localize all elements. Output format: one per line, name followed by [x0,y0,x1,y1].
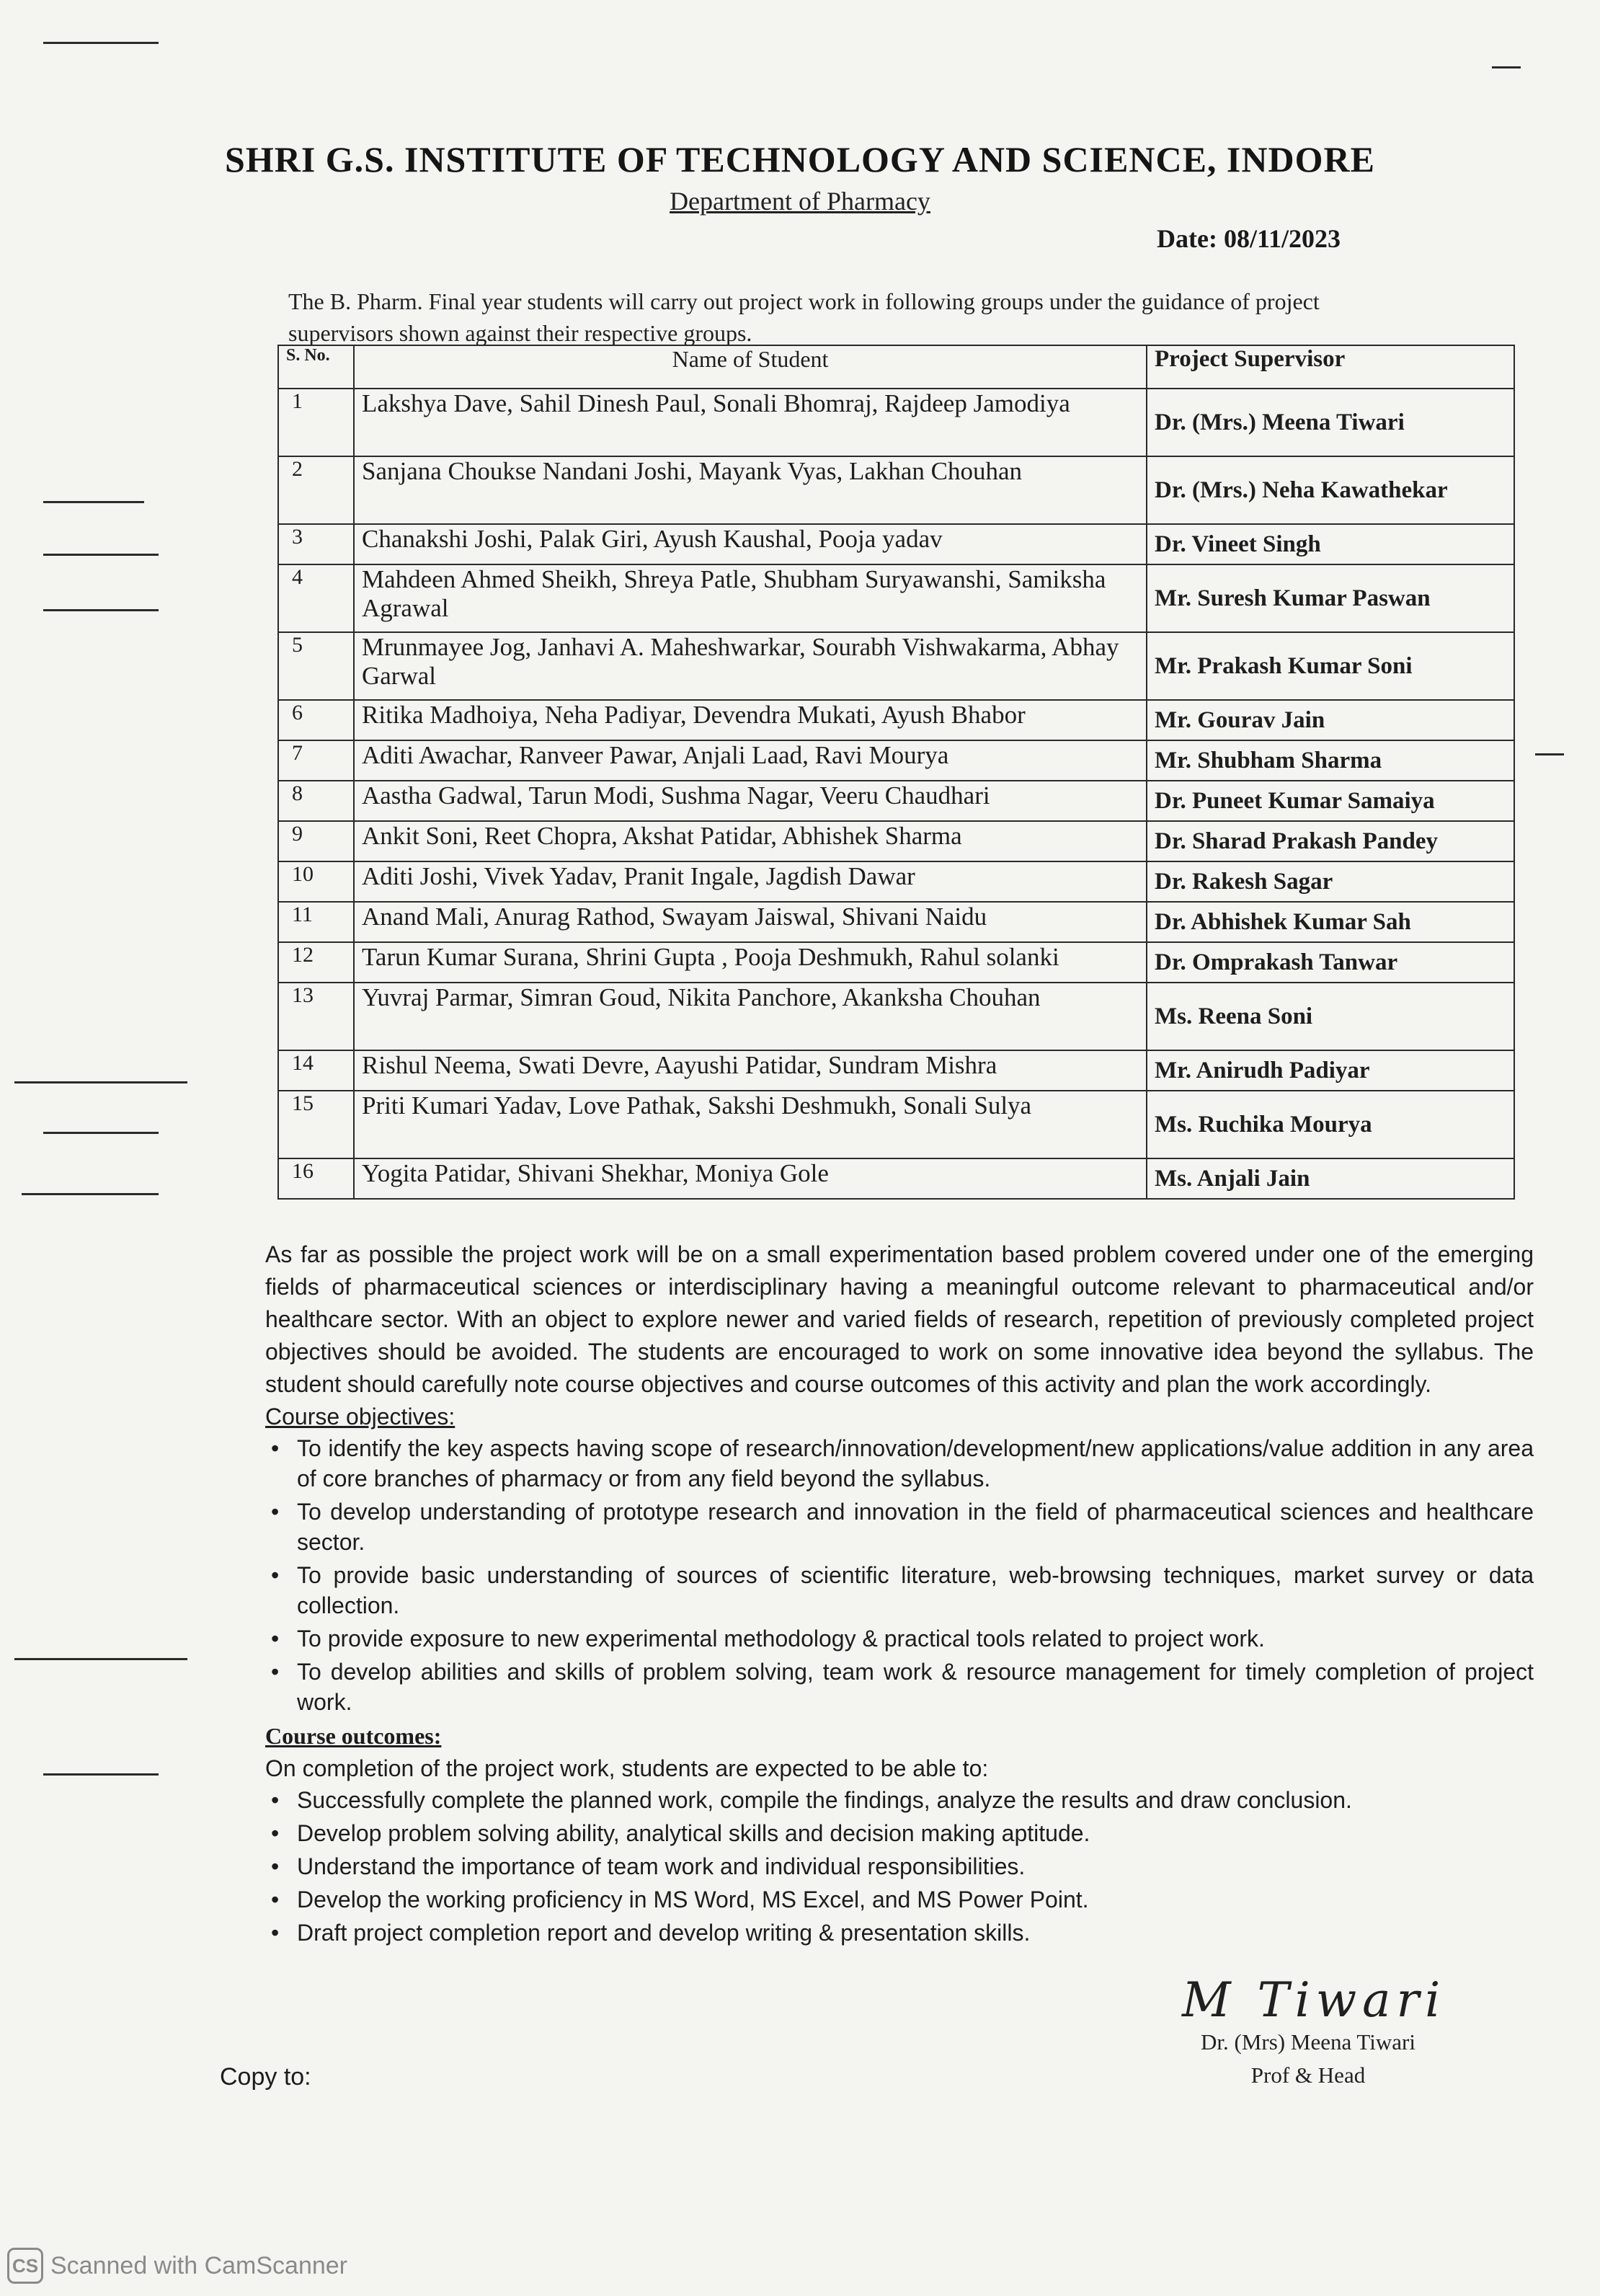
scan-mark [43,1132,159,1134]
table-row [278,861,1514,902]
row-supervisor: Mr. Gourav Jain [1147,700,1514,740]
list-item: • Successfully complete the planned work, compile the findings, analyze the results and draw conclusion. [265,1785,1534,1815]
table-row [278,456,1514,524]
row-students: Tarun Kumar Surana, Shrini Gupta , Pooja Deshmukh, Rahul solanki [354,942,1147,983]
row-supervisor: Dr. Abhishek Kumar Sah [1147,902,1514,942]
signatory-designation: Prof & Head [1250,2062,1366,2088]
row-supervisor: Dr. Vineet Singh [1147,524,1514,564]
table-row [278,942,1514,983]
row-students: Ritika Madhoiya, Neha Padiyar, Devendra Mukati, Ayush Bhabor [354,700,1147,740]
list-item: • To provide exposure to new experimental methodology & practical tools related to project work. [265,1623,1534,1654]
row-sno: 5 [278,632,354,700]
scan-mark [14,1081,187,1083]
scanner-watermark [7,2248,347,2284]
table-row [278,700,1514,740]
row-supervisor: Ms. Ruchika Mourya [1147,1091,1514,1158]
row-students: Sanjana Choukse Nandani Joshi, Mayank Vyas, Lakhan Chouhan [354,456,1147,524]
scan-mark [43,609,159,611]
scan-mark [1492,66,1521,68]
row-students: Priti Kumari Yadav, Love Pathak, Sakshi Deshmukh, Sonali Sulya [354,1091,1147,1158]
camscanner-logo-icon: CS [7,2248,43,2284]
scan-mark [43,501,144,503]
objectives-list [265,1433,1534,1717]
list-item: • Draft project completion report and develop writing & presentation skills. [265,1918,1534,1948]
header-sno: S. No. [278,345,354,389]
row-supervisor: Mr. Anirudh Padiyar [1147,1050,1514,1091]
outcomes-list [265,1785,1534,1948]
table-row [278,1091,1514,1158]
row-students: Aditi Joshi, Vivek Yadav, Pranit Ingale, Jagdish Dawar [354,861,1147,902]
scan-mark [43,42,159,44]
row-sno: 1 [278,389,354,456]
row-students: Chanakshi Joshi, Palak Giri, Ayush Kaushal, Pooja yadav [354,524,1147,564]
row-sno: 14 [278,1050,354,1091]
table-row [278,1158,1514,1199]
signatory-name: Dr. (Mrs) Meena Tiwari [1201,2029,1415,2055]
table-row [278,564,1514,632]
row-sno: 4 [278,564,354,632]
handwritten-signature: M Tiwari [1182,1972,1446,2028]
table-row [278,983,1514,1050]
outcomes-heading: Course outcomes: [265,1723,442,1749]
list-item: • Develop problem solving ability, analytical skills and decision making aptitude. [265,1818,1534,1848]
row-sno: 12 [278,942,354,983]
row-sno: 10 [278,861,354,902]
row-sno: 15 [278,1091,354,1158]
row-supervisor: Dr. Puneet Kumar Samaiya [1147,781,1514,821]
table-row [278,740,1514,781]
list-item: • To provide basic understanding of sources of scientific literature, web-browsing techniques, market survey or data collection. [265,1560,1534,1621]
scan-mark [14,1658,187,1660]
scan-mark [22,1193,159,1195]
row-supervisor: Ms. Anjali Jain [1147,1158,1514,1199]
project-description: As far as possible the project work will be on a small experimentation based problem covered under one of the emerging fields of pharmaceutical sciences or interdisciplinary having a meaningful outcome relevant to pharmaceutical and/or healthcare sector. With an object to explore newer and varied fields of research, repetition of previously completed project objectives should be avoided. The students are encouraged to work on some innovative idea beyond the syllabus. The student should carefully note course objectives and course outcomes of this activity and plan the work accordingly. [265,1241,1534,1397]
row-students: Yuvraj Parmar, Simran Goud, Nikita Panchore, Akanksha Chouhan [354,983,1147,1050]
row-students: Anand Mali, Anurag Rathod, Swayam Jaiswal, Shivani Naidu [354,902,1147,942]
row-supervisor: Mr. Shubham Sharma [1147,740,1514,781]
table-row [278,524,1514,564]
table-row [278,1050,1514,1091]
row-sno: 7 [278,740,354,781]
header-supervisor: Project Supervisor [1147,345,1514,389]
department-name: Department of Pharmacy [670,187,930,216]
list-item: • To develop abilities and skills of problem solving, team work & resource management for timely completion of project work. [265,1657,1534,1717]
row-sno: 16 [278,1158,354,1199]
row-sno: 2 [278,456,354,524]
scan-mark [43,1773,159,1776]
list-item: • To identify the key aspects having scope of research/innovation/development/new applications/value addition in any area of core branches of pharmacy or from any field beyond the syllabus. [265,1433,1534,1494]
document-date: Date: 08/11/2023 [1157,224,1341,253]
row-supervisor: Mr. Suresh Kumar Paswan [1147,564,1514,632]
watermark-text: Scanned with CamScanner [50,2251,348,2279]
row-sno: 8 [278,781,354,821]
list-item: • To develop understanding of prototype research and innovation in the field of pharmaceutical sciences and healthcare sector. [265,1497,1534,1557]
row-sno: 3 [278,524,354,564]
table-row [278,902,1514,942]
row-sno: 11 [278,902,354,942]
list-item: • Develop the working proficiency in MS Word, MS Excel, and MS Power Point. [265,1884,1534,1915]
objectives-heading: Course objectives: [265,1404,455,1430]
intro-text: The B. Pharm. Final year students will carry out project work in following groups under the guidance of project supervisors shown against their respective groups. [288,288,1320,346]
table-row [278,781,1514,821]
row-supervisor: Dr. Omprakash Tanwar [1147,942,1514,983]
row-students: Lakshya Dave, Sahil Dinesh Paul, Sonali Bhomraj, Rajdeep Jamodiya [354,389,1147,456]
header-students: Name of Student [354,345,1147,389]
row-students: Aditi Awachar, Ranveer Pawar, Anjali Laad, Ravi Mourya [354,740,1147,781]
body-section [265,1238,1534,1951]
copy-to-label: Copy to: [220,2063,311,2091]
table-row [278,389,1514,456]
row-supervisor: Dr. (Mrs.) Neha Kawathekar [1147,456,1514,524]
table-row [278,821,1514,861]
signature-block [1139,1972,1477,2092]
list-item: • Understand the importance of team work and individual responsibilities. [265,1851,1534,1881]
row-sno: 6 [278,700,354,740]
scan-mark [43,554,159,556]
row-sno: 13 [278,983,354,1050]
row-students: Rishul Neema, Swati Devre, Aayushi Patidar, Sundram Mishra [354,1050,1147,1091]
project-groups-table [277,345,1515,1200]
row-supervisor: Ms. Reena Soni [1147,983,1514,1050]
row-supervisor: Dr. (Mrs.) Meena Tiwari [1147,389,1514,456]
row-students: Aastha Gadwal, Tarun Modi, Sushma Nagar, Veeru Chaudhari [354,781,1147,821]
table-row [278,632,1514,700]
row-students: Yogita Patidar, Shivani Shekhar, Moniya Gole [354,1158,1147,1199]
row-supervisor: Dr. Sharad Prakash Pandey [1147,821,1514,861]
row-supervisor: Dr. Rakesh Sagar [1147,861,1514,902]
row-students: Ankit Soni, Reet Chopra, Akshat Patidar, Abhishek Sharma [354,821,1147,861]
row-students: Mrunmayee Jog, Janhavi A. Maheshwarkar, Sourabh Vishwakarma, Abhay Garwal [354,632,1147,700]
row-students: Mahdeen Ahmed Sheikh, Shreya Patle, Shubham Suryawanshi, Samiksha Agrawal [354,564,1147,632]
row-sno: 9 [278,821,354,861]
institute-title: SHRI G.S. INSTITUTE OF TECHNOLOGY AND SCIENCE, INDORE [225,139,1375,179]
outcomes-intro: On completion of the project work, students are expected to be able to: [265,1755,989,1781]
row-supervisor: Mr. Prakash Kumar Soni [1147,632,1514,700]
scan-mark [1535,753,1564,755]
